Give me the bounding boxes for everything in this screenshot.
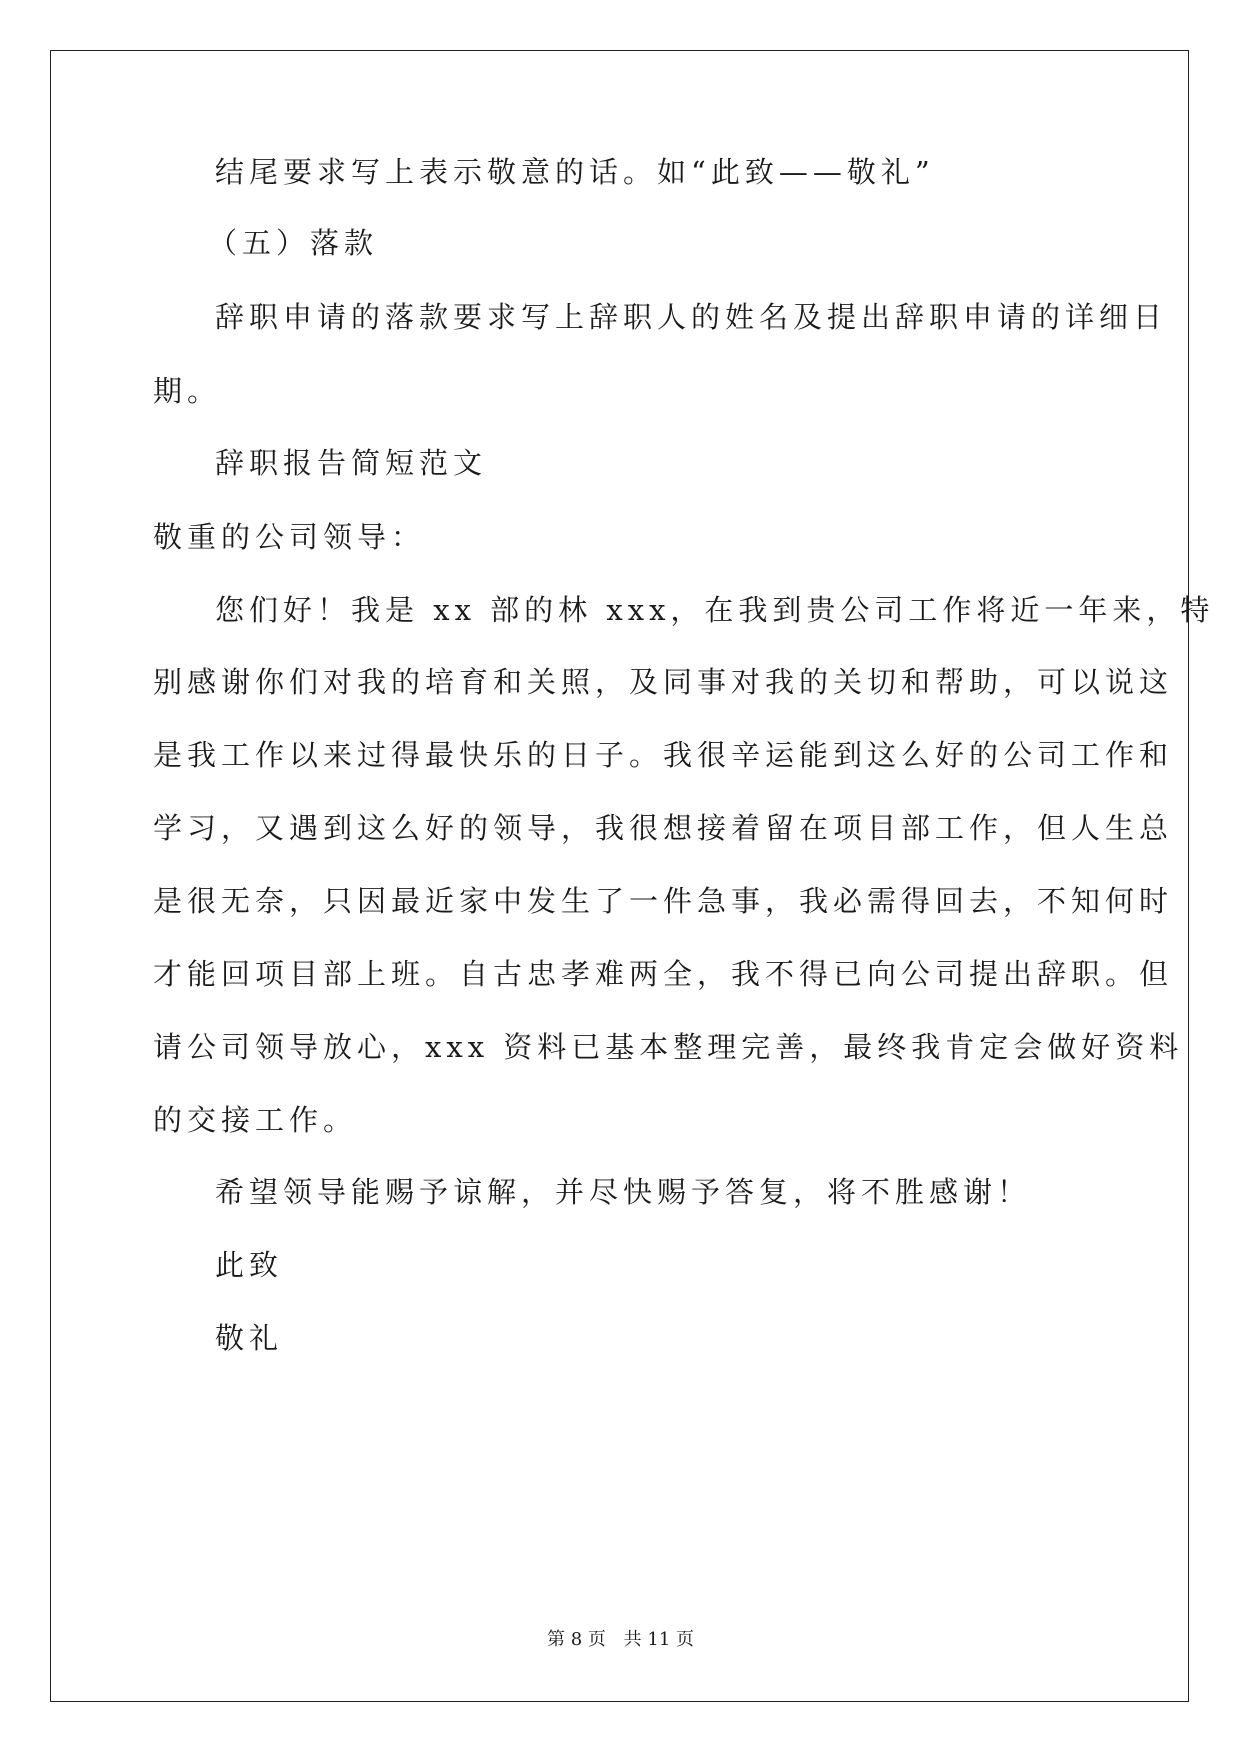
text-line: 您们好！我是 xx 部的林 xxx，在我到贵公司工作将近一年来，特 (215, 593, 1215, 627)
text-line: 希望领导能赐予谅解，并尽快赐予答复，将不胜感谢！ (215, 1175, 1032, 1209)
page-number: 第 8 页 (547, 1629, 606, 1650)
text-line: 是很无奈，只因最近家中发生了一件急事，我必需得回去，不知何时 (153, 884, 1174, 918)
text-line: 请公司领导放心，xxx 资料已基本整理完善，最终我肯定会做好资料 (153, 1030, 1184, 1064)
text-line: 学习，又遇到这么好的领导，我很想接着留在项目部工作，但人生总 (153, 811, 1174, 845)
section-heading: （五）落款 (208, 226, 379, 260)
page-total: 共 11 页 (623, 1629, 694, 1650)
text-line: 期。 (153, 374, 222, 408)
text-line: 才能回项目部上班。自古忠孝难两全，我不得已向公司提出辞职。但 (153, 957, 1174, 991)
text-line: 辞职申请的落款要求写上辞职人的姓名及提出辞职申请的详细日 (215, 300, 1168, 334)
text-line: 别感谢你们对我的培育和关照，及同事对我的关切和帮助，可以说这 (153, 665, 1174, 699)
page-footer (0, 1628, 1241, 1652)
salutation: 敬重的公司领导： (153, 520, 426, 554)
sample-title: 辞职报告简短范文 (215, 446, 488, 480)
text-line: 的交接工作。 (153, 1103, 358, 1137)
closing-line: 敬礼 (215, 1321, 284, 1355)
text-line: 是我工作以来过得最快乐的日子。我很辛运能到这么好的公司工作和 (153, 738, 1174, 772)
text-line: 结尾要求写上表示敬意的话。如“此致——敬礼” (215, 155, 935, 189)
closing-line: 此致 (215, 1248, 284, 1282)
